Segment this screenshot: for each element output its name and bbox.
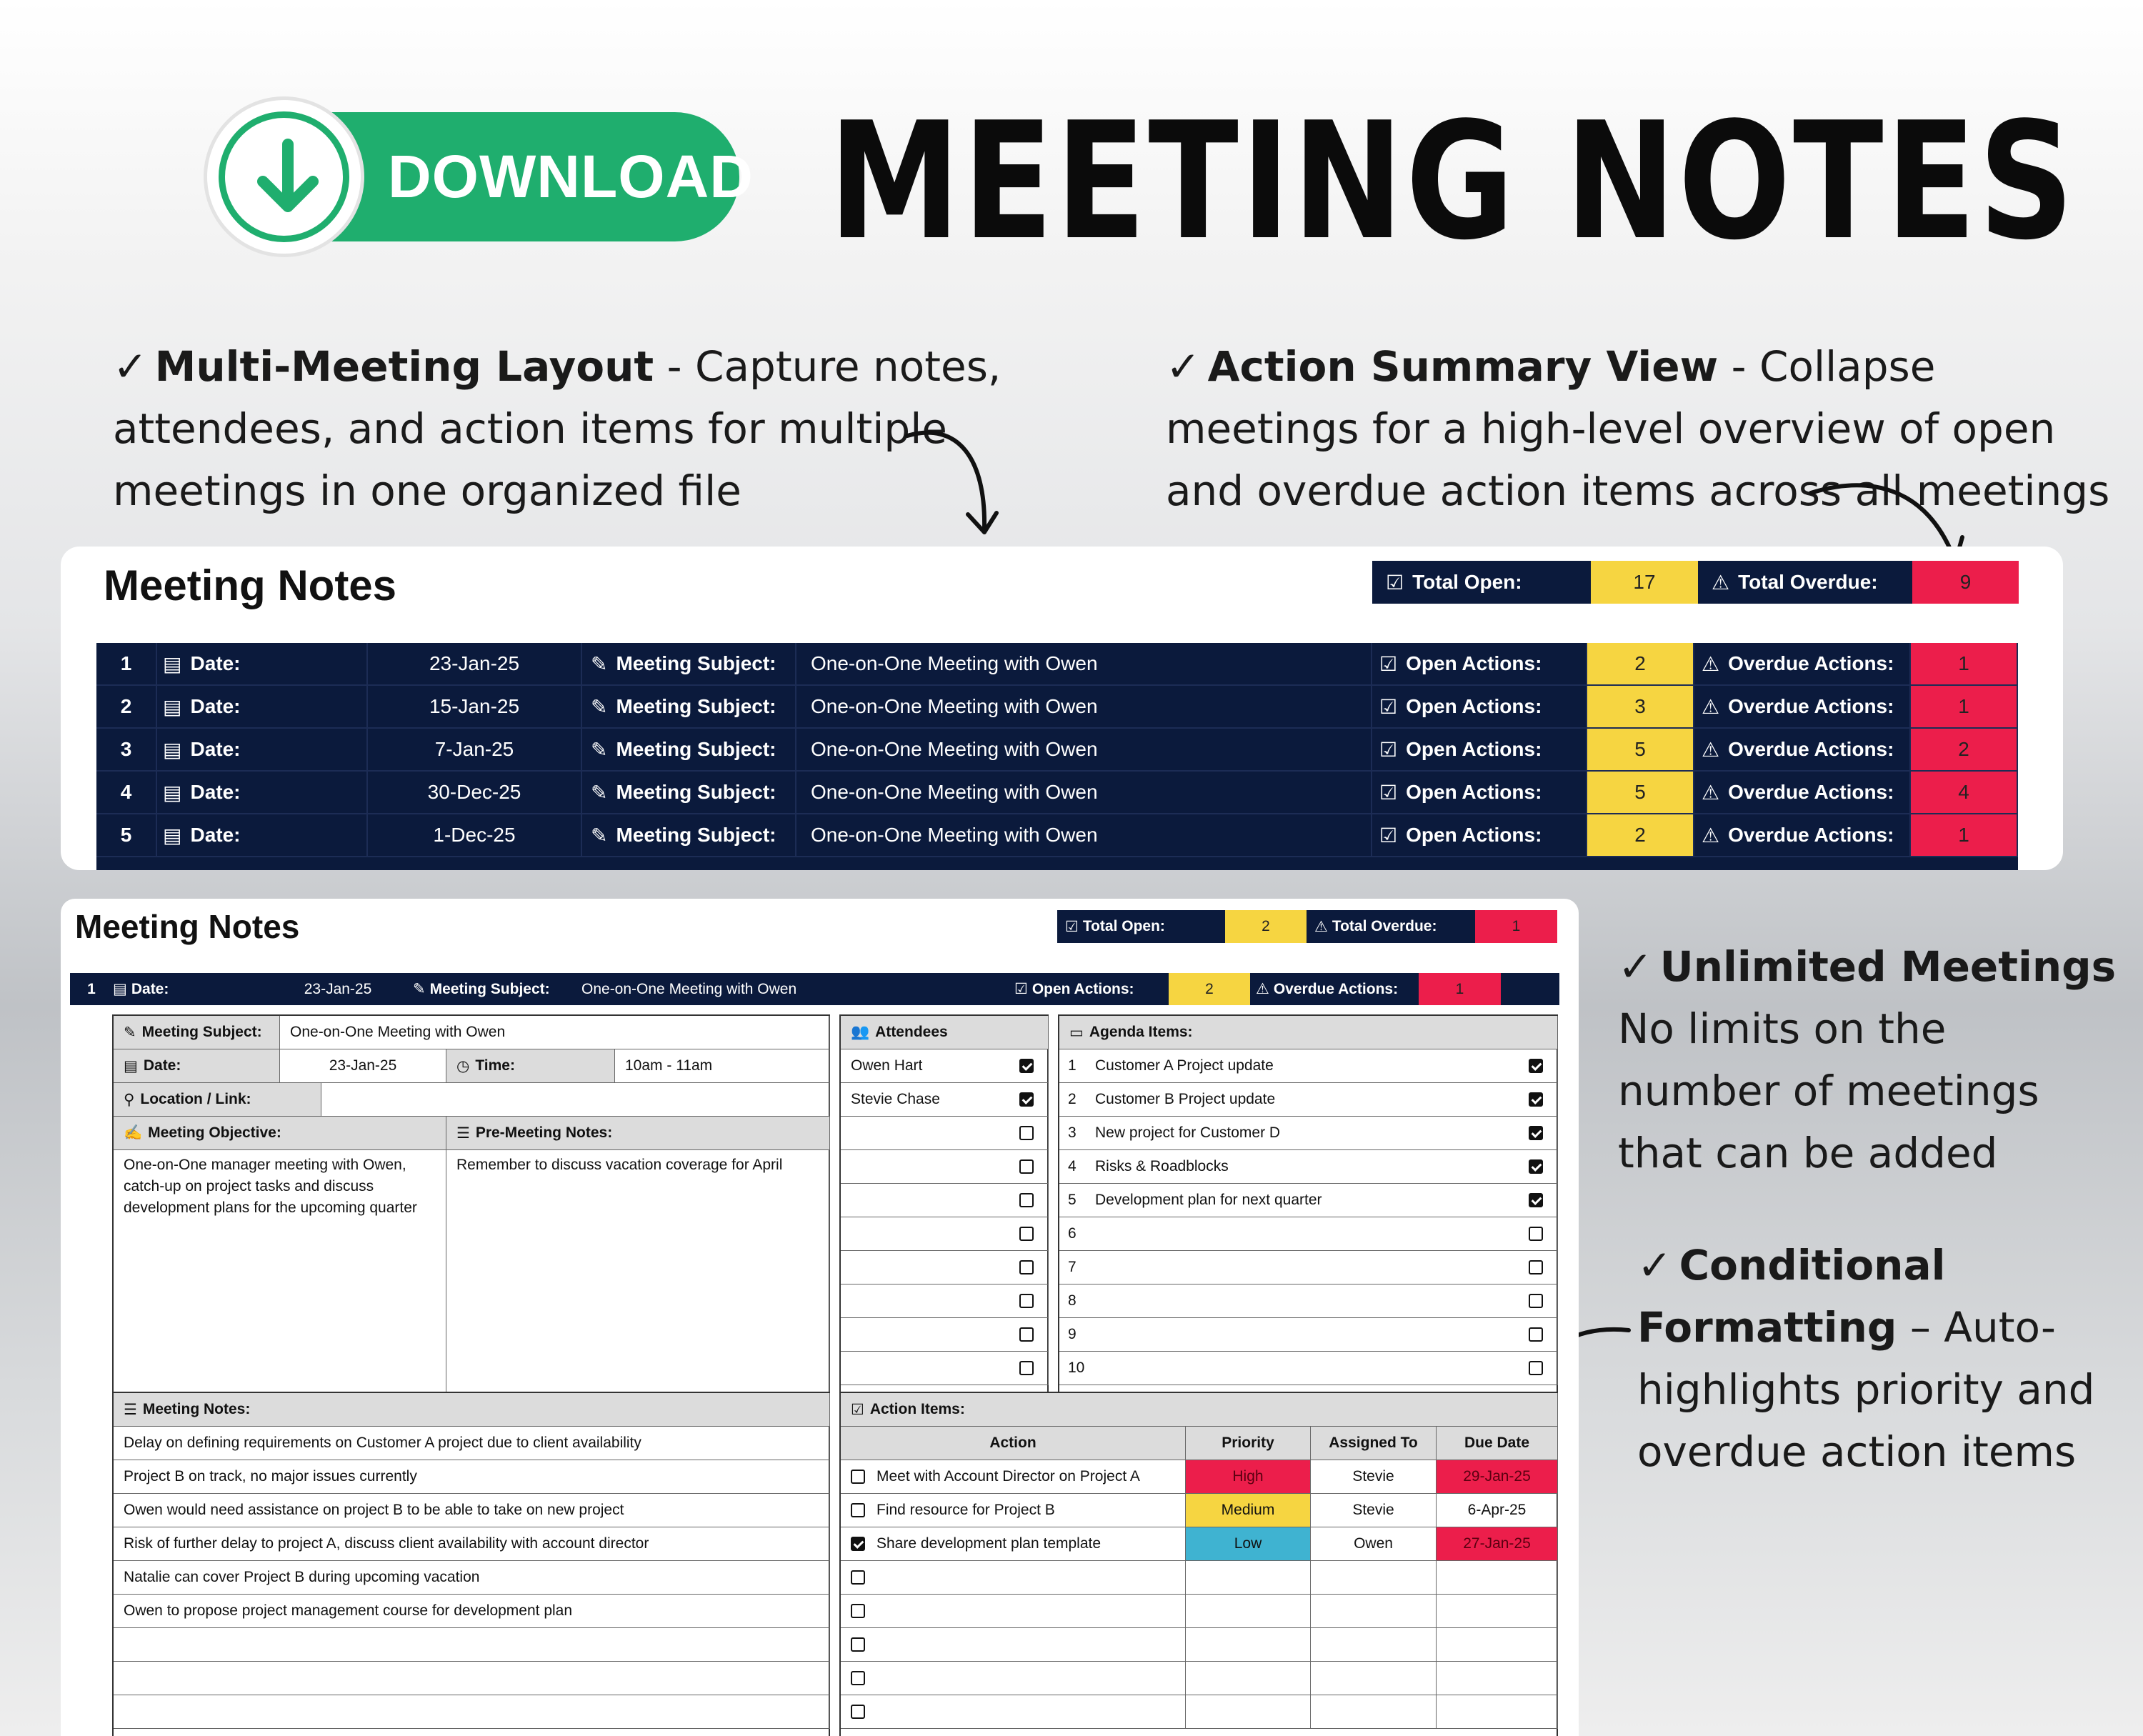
agenda-checkbox[interactable]	[1529, 1327, 1543, 1342]
meeting-row[interactable]	[70, 973, 1559, 1005]
overdue-actions-label: ⚠ Overdue Actions:	[1694, 814, 1911, 856]
agenda-checkbox[interactable]	[1529, 1059, 1543, 1073]
pin-icon: ✎	[591, 824, 608, 847]
check-icon: ✓	[1618, 942, 1653, 991]
subject-label: ✎ Meeting Subject:	[582, 686, 796, 727]
action-item[interactable]	[841, 1595, 1186, 1628]
download-label: DOWNLOAD	[388, 143, 754, 210]
priority-cell[interactable]: Medium	[1186, 1494, 1311, 1527]
notes-label: ☰ Meeting Notes:	[114, 1393, 830, 1427]
feature-action-summary	[1166, 336, 2116, 522]
actions-label: ☑ Action Items:	[841, 1393, 1558, 1427]
meeting-date: 23-Jan-25	[368, 643, 582, 684]
action-item[interactable]	[841, 1494, 1186, 1527]
meeting-row[interactable]	[96, 643, 2018, 686]
pin-icon: ✎	[124, 1024, 136, 1041]
overdue-actions-label: ⚠ Overdue Actions:	[1256, 980, 1399, 997]
checkbox-icon: ☑	[851, 1401, 864, 1418]
note-row[interactable]: Owen to propose project management course for development plan	[114, 1595, 830, 1628]
total-open-label: ☑ Total Open:	[1372, 561, 1591, 604]
subject-label: ✎ Meeting Subject:	[413, 980, 550, 997]
assigned-cell[interactable]: Stevie	[1311, 1460, 1437, 1494]
time-label: ◷ Time:	[446, 1049, 615, 1083]
note-row[interactable]: Project B on track, no major issues currently	[114, 1460, 830, 1494]
due-date-cell[interactable]	[1437, 1595, 1558, 1628]
date-label: ▤ Date:	[114, 1049, 280, 1083]
attendee-row[interactable]	[841, 1083, 1049, 1117]
warning-icon: ⚠	[1702, 738, 1720, 761]
meeting-subject: One-on-One Meeting with Owen	[581, 980, 797, 997]
meeting-row[interactable]	[96, 686, 2018, 729]
action-checkbox[interactable]	[851, 1470, 865, 1484]
feature-conditional	[1637, 1234, 2123, 1483]
meeting-row[interactable]	[96, 814, 2018, 857]
date-label: ▤ Date:	[157, 814, 368, 856]
warning-icon: ⚠	[1712, 571, 1730, 594]
attendee-checkbox[interactable]	[1019, 1193, 1034, 1207]
meetings-summary-list	[96, 643, 2018, 870]
meeting-subject: One-on-One Meeting with Owen	[796, 814, 1372, 856]
meeting-subject: One-on-One Meeting with Owen	[796, 772, 1372, 813]
feature-title: Action Summary View	[1207, 342, 1719, 391]
summary-view-panel	[61, 547, 2063, 870]
date-label: ▤ Date:	[113, 980, 169, 997]
calendar-icon: ▤	[124, 1057, 138, 1074]
location-label: ⚲ Location / Link:	[114, 1083, 321, 1117]
agenda-checkbox[interactable]	[1529, 1193, 1543, 1207]
note-row[interactable]: Owen would need assistance on project B to be able to take on new project	[114, 1494, 830, 1527]
pin-icon: ✎	[591, 781, 608, 804]
subject-label: ✎ Meeting Subject:	[114, 1016, 280, 1049]
objective-label: ✍ Meeting Objective:	[114, 1117, 446, 1150]
warning-icon: ⚠	[1256, 981, 1269, 997]
note-row[interactable]: Delay on defining requirements on Customer A project due to client availability	[114, 1427, 830, 1460]
feature-title: Unlimited Meetings	[1659, 942, 2117, 991]
action-items-table	[839, 1392, 1558, 1736]
prenotes-field[interactable]: Remember to discuss vacation coverage for April	[446, 1150, 830, 1407]
assigned-cell[interactable]	[1311, 1695, 1437, 1729]
attendee-checkbox[interactable]	[1019, 1059, 1034, 1073]
attendee-checkbox[interactable]	[1019, 1227, 1034, 1241]
meeting-date: 7-Jan-25	[368, 729, 582, 770]
attendees-table	[839, 1014, 1049, 1409]
agenda-checkbox[interactable]	[1529, 1227, 1543, 1241]
due-date-cell[interactable]	[1437, 1628, 1558, 1662]
page-title: MEETING NOTES	[829, 88, 2077, 276]
open-actions-value: 2	[1169, 973, 1250, 1005]
check-icon: ✓	[1166, 342, 1201, 391]
checkbox-icon: ☑	[1379, 695, 1398, 718]
agenda-number: 1	[1059, 1049, 1085, 1083]
prenotes-label: ☰ Pre-Meeting Notes:	[446, 1117, 830, 1150]
agenda-item-text: New project for Customer D	[1095, 1124, 1281, 1141]
note-row[interactable]: Risk of further delay to project A, discuss client availability with account director	[114, 1527, 830, 1561]
agenda-icon: ▭	[1069, 1024, 1084, 1041]
assigned-cell[interactable]	[1311, 1561, 1437, 1595]
agenda-number: 2	[1059, 1083, 1085, 1117]
calendar-icon: ▤	[163, 781, 182, 804]
checkbox-icon: ☑	[1386, 571, 1404, 594]
action-checkbox[interactable]	[851, 1637, 865, 1652]
attendee-checkbox[interactable]	[1019, 1260, 1034, 1274]
assigned-cell[interactable]	[1311, 1628, 1437, 1662]
meeting-number: 2	[96, 686, 157, 727]
action-item[interactable]	[841, 1527, 1186, 1561]
agenda-number: 3	[1059, 1117, 1085, 1150]
checkbox-icon: ☑	[1379, 781, 1398, 804]
open-actions-label: ☑ Open Actions:	[1372, 729, 1587, 770]
open-actions-value: 3	[1587, 686, 1694, 727]
agenda-number: 9	[1059, 1318, 1085, 1352]
total-open-label: ☑ Total Open:	[1057, 910, 1225, 943]
agenda-number: 6	[1059, 1217, 1085, 1251]
meeting-info-grid	[112, 1014, 830, 1409]
subject-field[interactable]: One-on-One Meeting with Owen	[280, 1016, 830, 1049]
priority-cell[interactable]	[1186, 1561, 1311, 1595]
checkbox-icon: ☑	[1379, 652, 1398, 675]
meeting-date: 1-Dec-25	[368, 814, 582, 856]
agenda-item[interactable]	[1085, 1184, 1558, 1217]
agenda-item[interactable]	[1085, 1049, 1558, 1083]
action-item[interactable]	[841, 1561, 1186, 1595]
overdue-actions-value: 4	[1911, 772, 2018, 813]
agenda-checkbox[interactable]	[1529, 1159, 1543, 1174]
location-field[interactable]	[321, 1083, 830, 1117]
download-arrow-icon	[227, 117, 349, 239]
totals-bar	[1372, 561, 2019, 604]
agenda-checkbox[interactable]	[1529, 1294, 1543, 1308]
date-label: ▤ Date:	[157, 643, 368, 684]
open-actions-label: ☑ Open Actions:	[1372, 686, 1587, 727]
feature-text: – Auto-highlights priority and overdue action items	[1637, 1303, 2095, 1476]
action-checkbox[interactable]	[851, 1570, 865, 1585]
agenda-number: 10	[1059, 1352, 1085, 1385]
overdue-actions-value: 1	[1419, 973, 1501, 1005]
action-text: Meet with Account Director on Project A	[876, 1468, 1140, 1485]
agenda-item-text: Development plan for next quarter	[1095, 1192, 1322, 1208]
subject-label: ✎ Meeting Subject:	[582, 814, 796, 856]
action-checkbox[interactable]	[851, 1705, 865, 1719]
checkbox-icon: ☑	[1379, 738, 1398, 761]
open-actions-label: ☑ Open Actions:	[1014, 980, 1134, 997]
agenda-item[interactable]	[1085, 1284, 1558, 1318]
attendee-row[interactable]	[841, 1352, 1049, 1385]
agenda-label: ▭ Agenda Items:	[1059, 1016, 1558, 1049]
agenda-table	[1058, 1014, 1558, 1409]
assigned-cell[interactable]: Owen	[1311, 1527, 1437, 1561]
open-actions-value: 5	[1587, 729, 1694, 770]
pin-icon: ✎	[591, 652, 608, 675]
due-date-cell[interactable]: 27-Jan-25	[1437, 1527, 1558, 1561]
agenda-item[interactable]	[1085, 1117, 1558, 1150]
calendar-icon: ▤	[163, 695, 182, 718]
warning-icon: ⚠	[1702, 695, 1720, 718]
people-icon: 👥	[851, 1024, 870, 1040]
attendee-name: Stevie Chase	[851, 1091, 940, 1107]
note-row[interactable]	[114, 1628, 830, 1662]
date-label: ▤ Date:	[157, 686, 368, 727]
due-date-cell[interactable]	[1437, 1561, 1558, 1595]
warning-icon: ⚠	[1702, 781, 1720, 804]
assigned-cell[interactable]	[1311, 1662, 1437, 1695]
overdue-actions-label: ⚠ Overdue Actions:	[1694, 686, 1911, 727]
checkbox-icon: ☑	[1014, 981, 1028, 997]
action-item[interactable]	[841, 1695, 1186, 1729]
note-row[interactable]: Natalie can cover Project B during upcoming vacation	[114, 1561, 830, 1595]
overdue-actions-label: ⚠ Overdue Actions:	[1694, 729, 1911, 770]
pin-icon: ✎	[591, 695, 608, 718]
check-icon: ✓	[1637, 1241, 1672, 1289]
agenda-number: 4	[1059, 1150, 1085, 1184]
warning-icon: ⚠	[1702, 652, 1720, 675]
subject-label: ✎ Meeting Subject:	[582, 772, 796, 813]
attendee-checkbox[interactable]	[1019, 1327, 1034, 1342]
overdue-actions-label: ⚠ Overdue Actions:	[1694, 643, 1911, 684]
agenda-item-text: Customer B Project update	[1095, 1091, 1276, 1107]
overdue-actions-value: 2	[1911, 729, 2018, 770]
sheet-title: Meeting Notes	[104, 562, 397, 609]
due-date-cell[interactable]: 29-Jan-25	[1437, 1460, 1558, 1494]
total-open-value: 2	[1225, 910, 1307, 943]
calendar-icon: ▤	[163, 824, 182, 847]
checkbox-icon: ☑	[1065, 918, 1079, 935]
attendee-name: Owen Hart	[851, 1057, 923, 1074]
action-item[interactable]	[841, 1460, 1186, 1494]
calendar-icon: ▤	[163, 652, 182, 675]
col-due-date: Due Date	[1437, 1427, 1558, 1460]
action-checkbox[interactable]	[851, 1503, 865, 1517]
col-action: Action	[841, 1427, 1186, 1460]
overdue-actions-value: 1	[1911, 643, 2018, 684]
meeting-row-partial	[96, 857, 2018, 870]
warning-icon: ⚠	[1702, 824, 1720, 847]
edit-icon: ✍	[124, 1124, 143, 1141]
attendee-checkbox[interactable]	[1019, 1294, 1034, 1308]
attendee-checkbox[interactable]	[1019, 1361, 1034, 1375]
priority-cell[interactable]	[1186, 1662, 1311, 1695]
attendee-row[interactable]	[841, 1251, 1049, 1284]
meeting-number: 4	[96, 772, 157, 813]
meeting-number: 3	[96, 729, 157, 770]
overdue-actions-value: 1	[1911, 686, 2018, 727]
totals-bar	[1057, 910, 1557, 943]
priority-cell[interactable]	[1186, 1628, 1311, 1662]
objective-field[interactable]: One-on-One manager meeting with Owen, catch-up on project tasks and discuss development plans for the upcoming quarter	[114, 1150, 446, 1407]
meeting-subject: One-on-One Meeting with Owen	[796, 686, 1372, 727]
assigned-cell[interactable]	[1311, 1595, 1437, 1628]
attendee-checkbox[interactable]	[1019, 1092, 1034, 1107]
attendee-row[interactable]	[841, 1049, 1049, 1083]
meeting-date: 15-Jan-25	[368, 686, 582, 727]
agenda-number: 7	[1059, 1251, 1085, 1284]
calendar-icon: ▤	[163, 738, 182, 761]
priority-cell[interactable]	[1186, 1695, 1311, 1729]
meeting-notes-table	[112, 1392, 830, 1736]
pin-icon: ✎	[591, 738, 608, 761]
agenda-item[interactable]	[1085, 1083, 1558, 1117]
meeting-subject: One-on-One Meeting with Owen	[796, 729, 1372, 770]
meeting-row[interactable]	[96, 772, 2018, 814]
feature-unlimited	[1618, 936, 2118, 1184]
attendee-checkbox[interactable]	[1019, 1159, 1034, 1174]
check-icon: ✓	[113, 342, 148, 391]
agenda-item[interactable]	[1085, 1150, 1558, 1184]
meeting-subject: One-on-One Meeting with Owen	[796, 643, 1372, 684]
attendees-label: 👥 Attendees	[841, 1016, 1049, 1049]
action-text: Find resource for Project B	[876, 1502, 1055, 1518]
action-checkbox[interactable]	[851, 1604, 865, 1618]
action-checkbox[interactable]	[851, 1671, 865, 1685]
curved-arrow-icon	[900, 414, 1000, 543]
open-actions-label: ☑ Open Actions:	[1372, 772, 1587, 813]
attendee-row[interactable]	[841, 1217, 1049, 1251]
meeting-date: 23-Jan-25	[304, 980, 372, 997]
attendee-row[interactable]	[841, 1117, 1049, 1150]
total-overdue-label: ⚠ Total Overdue:	[1307, 910, 1475, 943]
subject-label: ✎ Meeting Subject:	[582, 643, 796, 684]
action-checkbox[interactable]	[851, 1537, 865, 1551]
due-date-cell[interactable]	[1437, 1662, 1558, 1695]
agenda-checkbox[interactable]	[1529, 1260, 1543, 1274]
attendee-row[interactable]	[841, 1284, 1049, 1318]
agenda-checkbox[interactable]	[1529, 1126, 1543, 1140]
meeting-number: 1	[87, 980, 96, 997]
agenda-item[interactable]	[1085, 1352, 1558, 1385]
overdue-actions-value: 1	[1911, 814, 2018, 856]
meeting-number: 1	[96, 643, 157, 684]
download-icon-circle	[204, 96, 364, 257]
detail-view-panel	[61, 899, 1579, 1736]
priority-cell[interactable]: High	[1186, 1460, 1311, 1494]
total-overdue-value: 9	[1912, 561, 2019, 604]
warning-icon: ⚠	[1314, 918, 1328, 935]
location-pin-icon: ⚲	[124, 1091, 135, 1108]
subject-label: ✎ Meeting Subject:	[582, 729, 796, 770]
pin-icon: ✎	[413, 981, 426, 997]
clock-icon: ◷	[456, 1057, 470, 1074]
agenda-checkbox[interactable]	[1529, 1092, 1543, 1107]
feature-title: Multi-Meeting Layout	[154, 342, 654, 391]
calendar-icon: ▤	[113, 981, 127, 997]
meeting-number: 5	[96, 814, 157, 856]
time-field[interactable]: 10am - 11am	[615, 1049, 830, 1083]
feature-text: No limits on the number of meetings that can be added	[1618, 1004, 2039, 1177]
agenda-item-text: Customer A Project update	[1095, 1057, 1274, 1074]
feature-text: - Capture notes, attendees, and action items for multiple meetings in one organized file	[113, 342, 1001, 515]
agenda-checkbox[interactable]	[1529, 1361, 1543, 1375]
meeting-row[interactable]	[96, 729, 2018, 772]
agenda-item[interactable]	[1085, 1318, 1558, 1352]
agenda-item[interactable]	[1085, 1251, 1558, 1284]
date-label: ▤ Date:	[157, 772, 368, 813]
action-item[interactable]	[841, 1662, 1186, 1695]
total-overdue-label: ⚠ Total Overdue:	[1698, 561, 1912, 604]
col-priority: Priority	[1186, 1427, 1311, 1460]
notes-icon: ☰	[456, 1124, 470, 1142]
checkbox-icon: ☑	[1379, 824, 1398, 847]
attendee-checkbox[interactable]	[1019, 1126, 1034, 1140]
priority-cell[interactable]	[1186, 1595, 1311, 1628]
total-open-value: 17	[1591, 561, 1698, 604]
attendee-row[interactable]	[841, 1150, 1049, 1184]
attendee-row[interactable]	[841, 1318, 1049, 1352]
open-actions-value: 2	[1587, 814, 1694, 856]
notes-icon: ☰	[124, 1401, 137, 1418]
note-row[interactable]	[114, 1695, 830, 1729]
open-actions-label: ☑ Open Actions:	[1372, 814, 1587, 856]
sheet-title: Meeting Notes	[75, 908, 300, 945]
action-item[interactable]	[841, 1628, 1186, 1662]
priority-cell[interactable]: Low	[1186, 1527, 1311, 1561]
agenda-number: 5	[1059, 1184, 1085, 1217]
due-date-cell[interactable]	[1437, 1695, 1558, 1729]
date-field[interactable]: 23-Jan-25	[280, 1049, 446, 1083]
due-date-cell[interactable]: 6-Apr-25	[1437, 1494, 1558, 1527]
assigned-cell[interactable]: Stevie	[1311, 1494, 1437, 1527]
agenda-item-text: Risks & Roadblocks	[1095, 1158, 1229, 1174]
overdue-actions-label: ⚠ Overdue Actions:	[1694, 772, 1911, 813]
open-actions-value: 5	[1587, 772, 1694, 813]
date-label: ▤ Date:	[157, 729, 368, 770]
download-button[interactable]	[204, 96, 754, 257]
meeting-date: 30-Dec-25	[368, 772, 582, 813]
open-actions-label: ☑ Open Actions:	[1372, 643, 1587, 684]
action-text: Share development plan template	[876, 1535, 1102, 1552]
note-row[interactable]	[114, 1662, 830, 1695]
total-overdue-value: 1	[1475, 910, 1557, 943]
col-assigned: Assigned To	[1311, 1427, 1437, 1460]
feature-title: Conditional Formatting	[1637, 1241, 1946, 1352]
agenda-number: 8	[1059, 1284, 1085, 1318]
feature-text: - Collapse meetings for a high-level overview of open and overdue action items across all meetings	[1166, 342, 2110, 515]
agenda-item[interactable]	[1085, 1217, 1558, 1251]
attendee-row[interactable]	[841, 1184, 1049, 1217]
open-actions-value: 2	[1587, 643, 1694, 684]
